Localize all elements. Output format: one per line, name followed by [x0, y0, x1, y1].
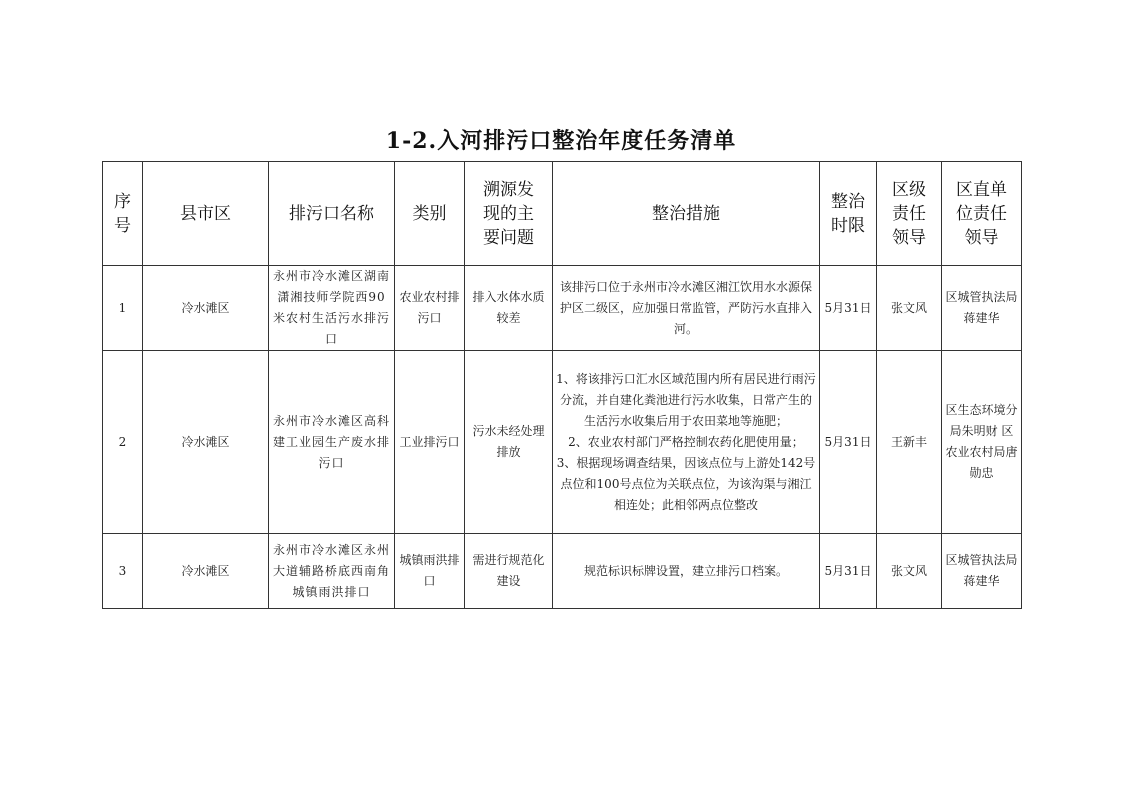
measure-line: 2、农业农村部门严格控制农药化肥使用量；	[568, 434, 804, 449]
cell-dept-leader: 区城管执法局蒋建华	[942, 266, 1022, 351]
header-measures: 整治措施	[553, 162, 820, 266]
measure-line: 该排污口位于永州市冷水滩区湘江饮用水水源保护区二级区，应加强日常监管，严防污水直排入河。	[559, 279, 812, 336]
header-county: 县市区	[143, 162, 269, 266]
measure-line: 规范标识标牌设置，建立排污口档案。	[583, 563, 788, 578]
cell-measures	[553, 534, 820, 609]
cell-district-leader: 张文风	[877, 534, 942, 609]
cell-measures	[553, 266, 820, 351]
cell-seq: 1	[103, 266, 143, 351]
header-seq: 序号	[103, 162, 143, 266]
cell-county: 冷水滩区	[143, 351, 269, 534]
cell-problem: 污水未经处理排放	[465, 351, 553, 534]
cell-outlet-name: 永州市冷水滩区永州大道辅路桥底西南角城镇雨洪排口	[269, 534, 395, 609]
cell-category: 农业农村排污口	[395, 266, 465, 351]
table-row	[103, 534, 1022, 609]
header-district-leader: 区级责任领导	[877, 162, 942, 266]
header-category: 类别	[395, 162, 465, 266]
table-row	[103, 351, 1022, 534]
cell-deadline: 5月31日	[820, 351, 877, 534]
cell-dept-leader: 区生态环境分局朱明财 区农业农村局唐勋忠	[942, 351, 1022, 534]
header-row	[103, 162, 1022, 266]
cell-district-leader: 张文风	[877, 266, 942, 351]
cell-county: 冷水滩区	[143, 266, 269, 351]
measure-list	[556, 369, 816, 516]
cell-category: 工业排污口	[395, 351, 465, 534]
header-problem: 溯源发现的主要问题	[465, 162, 553, 266]
cell-seq: 2	[103, 351, 143, 534]
cell-deadline: 5月31日	[820, 534, 877, 609]
measure-line: 3、根据现场调查结果，因该点位与上游处142号点位和100号点位为关联点位，为该沟渠与湘江相连处；此相邻两点位整改	[556, 455, 816, 512]
cell-problem: 排入水体水质较差	[465, 266, 553, 351]
cell-outlet-name: 永州市冷水滩区高科建工业园生产废水排污口	[269, 351, 395, 534]
cell-measures	[553, 351, 820, 534]
header-outlet-name: 排污口名称	[269, 162, 395, 266]
cell-category: 城镇雨洪排口	[395, 534, 465, 609]
task-table	[102, 161, 1022, 609]
cell-deadline: 5月31日	[820, 266, 877, 351]
measure-line: 1、将该排污口汇水区域范围内所有居民进行雨污分流，并自建化粪池进行污水收集，日常产生的生活污水收集后用于农田菜地等施肥；	[556, 371, 816, 428]
cell-dept-leader: 区城管执法局蒋建华	[942, 534, 1022, 609]
table-row	[103, 266, 1022, 351]
cell-seq: 3	[103, 534, 143, 609]
cell-county: 冷水滩区	[143, 534, 269, 609]
cell-problem: 需进行规范化建设	[465, 534, 553, 609]
header-deadline: 整治时限	[820, 162, 877, 266]
cell-outlet-name: 永州市冷水滩区湖南潇湘技师学院西90米农村生活污水排污口	[269, 266, 395, 351]
header-dept-leader: 区直单位责任领导	[942, 162, 1022, 266]
cell-district-leader: 王新丰	[877, 351, 942, 534]
page-title: 1-2.入河排污口整治年度任务清单	[385, 128, 737, 154]
